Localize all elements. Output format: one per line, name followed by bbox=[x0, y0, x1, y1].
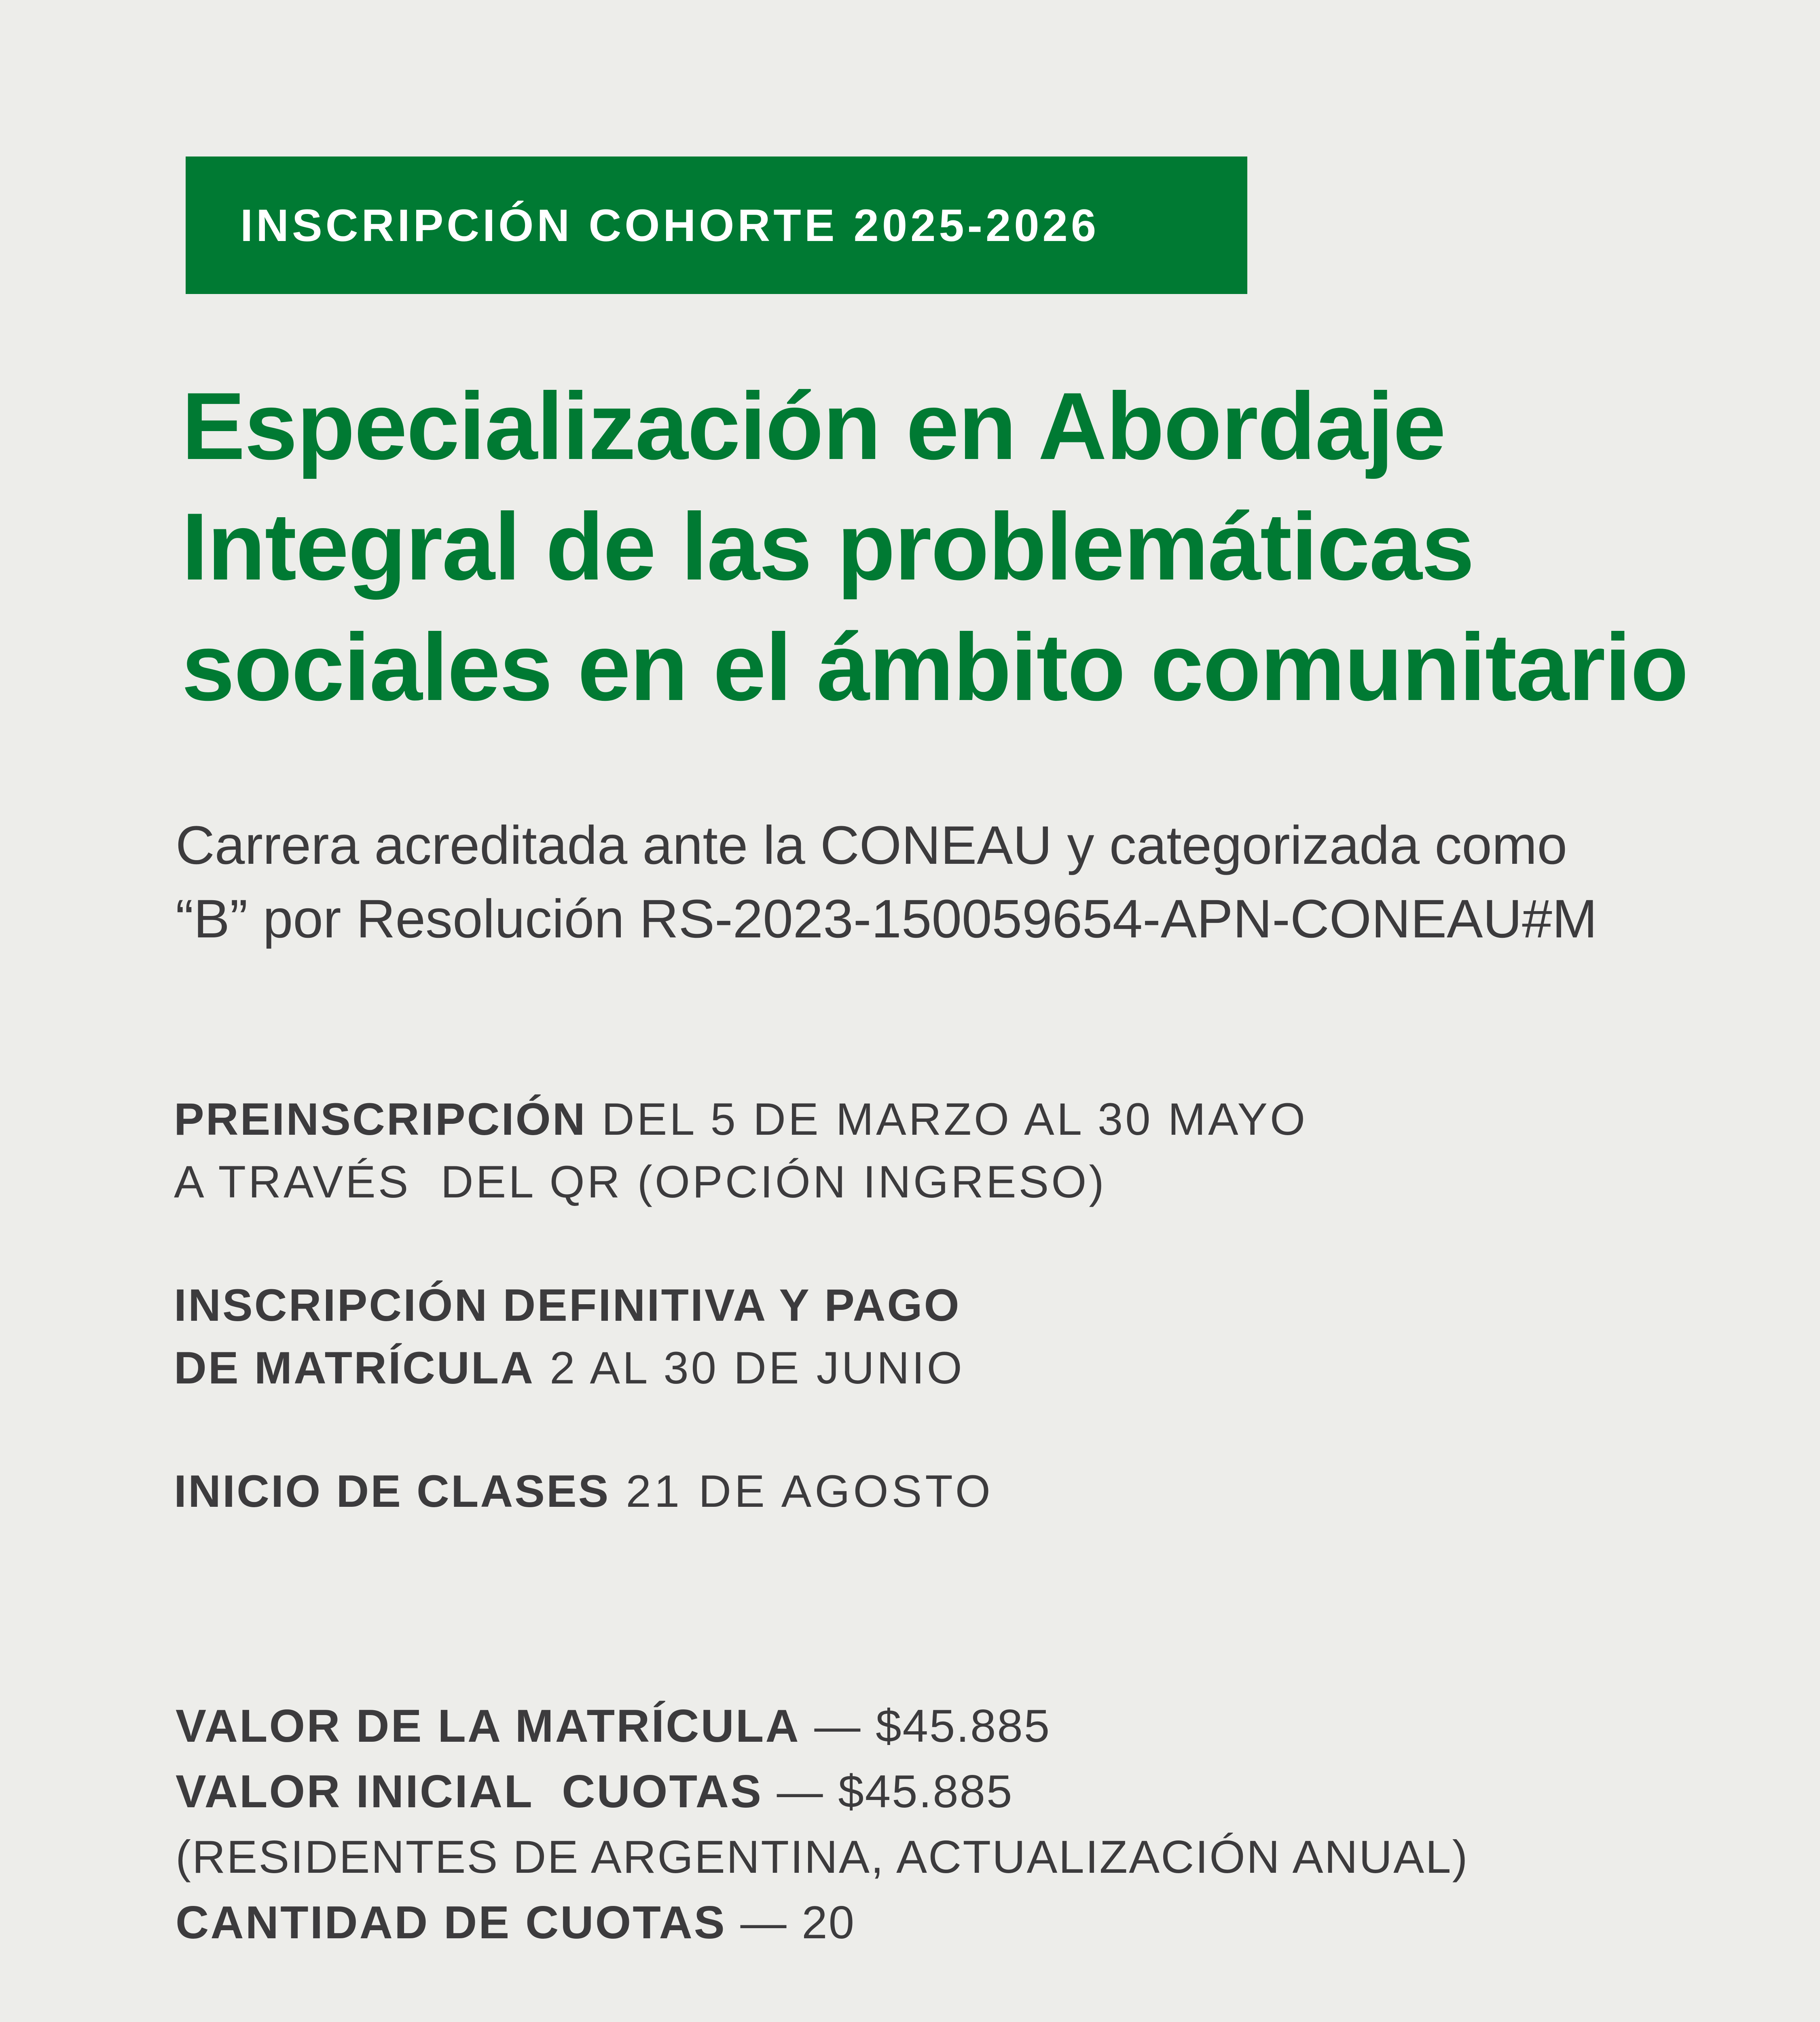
class-start-line bbox=[174, 1460, 994, 1523]
installment-fee-value: — $45.885 bbox=[763, 1766, 1014, 1817]
inscription-label-line-1: INSCRIPCIÓN DEFINITIVA Y PAGO bbox=[174, 1280, 961, 1330]
program-title-line-3: sociales en el ámbito comunitario bbox=[182, 614, 1688, 721]
accreditation-text bbox=[176, 809, 1773, 956]
inscription-block bbox=[174, 1274, 965, 1399]
cohort-banner bbox=[186, 157, 1247, 294]
installment-count-value: — 20 bbox=[726, 1897, 856, 1948]
preinscription-label: PREINSCRIPCIÓN bbox=[174, 1094, 587, 1144]
class-start-label: INICIO DE CLASES bbox=[174, 1466, 610, 1516]
installment-fee-label: VALOR INICIAL CUOTAS bbox=[176, 1766, 763, 1817]
inscription-dates: 2 AL 30 DE JUNIO bbox=[535, 1343, 965, 1393]
cohort-banner-text: INSCRIPCIÓN COHORTE 2025-2026 bbox=[240, 200, 1100, 251]
class-start-date: 21 DE AGOSTO bbox=[610, 1466, 994, 1516]
preinscription-line-2: A TRAVÉS DEL QR (OPCIÓN INGRESO) bbox=[174, 1157, 1107, 1207]
fees-block bbox=[176, 1694, 1469, 1956]
inscription-line-1 bbox=[174, 1274, 965, 1337]
preinscription-line-1 bbox=[174, 1088, 1308, 1151]
enrollment-fee-value: — $45.885 bbox=[800, 1701, 1051, 1752]
fees-note: (RESIDENTES DE ARGENTINA, ACTUALIZACIÓN ANUAL) bbox=[176, 1832, 1469, 1883]
installment-count-label: CANTIDAD DE CUOTAS bbox=[176, 1897, 726, 1948]
preinscription-block bbox=[174, 1088, 1308, 1213]
program-title-line-2: Integral de las problemáticas bbox=[182, 493, 1474, 600]
accreditation-line-1: Carrera acreditada ante la CONEAU y categorizada como bbox=[176, 815, 1567, 876]
accreditation-line-2: “B” por Resolución RS-2023-150059654-APN-CONEAU#M bbox=[176, 889, 1598, 949]
enrollment-fee-line bbox=[176, 1694, 1469, 1759]
installment-count-line bbox=[176, 1890, 1469, 1956]
enrollment-fee-label: VALOR DE LA MATRÍCULA bbox=[176, 1701, 800, 1752]
program-title-line-1: Especialización en Abordaje bbox=[182, 373, 1445, 480]
preinscription-dates: DEL 5 DE MARZO AL 30 MAYO bbox=[586, 1094, 1308, 1144]
installment-fee-line bbox=[176, 1759, 1469, 1825]
inscription-line-2 bbox=[174, 1337, 965, 1399]
class-start-block bbox=[174, 1460, 994, 1523]
program-title bbox=[182, 366, 1779, 728]
inscription-label-line-2: DE MATRÍCULA bbox=[174, 1343, 535, 1393]
